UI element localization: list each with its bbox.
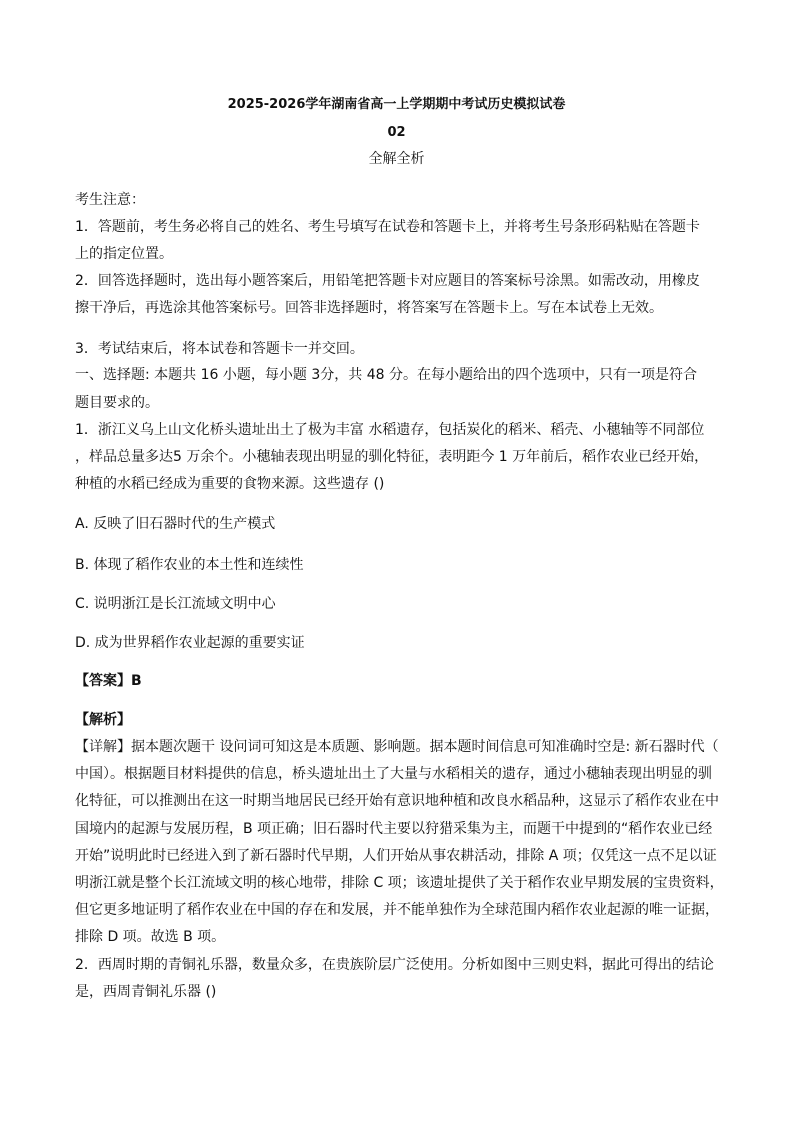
question-1-stem: 种植的水稻已经成为重要的食物来源。这些遗存 () <box>75 476 385 492</box>
detail-line: 国境内的起源与发展历程，B 项正确；旧石器时代主要以狩猎采集为主，而题干中提到的“稻作农业已经 <box>75 821 713 837</box>
notice-line: 3．考试结束后，将本试卷和答题卡一并交回。 <box>75 341 364 357</box>
detail-line: 排除 D 项。故选 B 项。 <box>75 929 226 945</box>
notice-line: 擦干净后，再选涂其他答案标号。回答非选择题时，将答案写在答题卡上。写在本试卷上无效。 <box>75 300 663 316</box>
answer-label: 【答案】B <box>75 673 142 689</box>
question-1-option-a: A. 反映了旧石器时代的生产模式 <box>75 516 276 532</box>
detail-line: 但它更多地证明了稻作农业在中国的存在和发展，并不能单独作为全球范围内稻作农业起源的唯一证据， <box>75 902 719 918</box>
document-subtitle: 02 <box>387 125 406 140</box>
notice-line: 1．答题前，考生务必将自己的姓名、考生号填写在试卷和答题卡上，并将考生号条形码粘贴在答题卡 <box>75 219 700 235</box>
notice-line: 上的指定位置。 <box>75 246 173 262</box>
question-1-option-b: B. 体现了稻作农业的本土性和连续性 <box>75 557 304 573</box>
detail-line: 开始”说明此时已经进入到了新石器时代早期，人们开始从事农耕活动，排除 A 项；仅凭这一点不足以证 <box>75 848 717 864</box>
question-1-stem: ，样品总量多达5 万余个。小穗轴表现出明显的驯化特征，表明距今 1 万年前后，稻作农业已经开始， <box>75 449 709 465</box>
notice-heading: 考生注意： <box>75 192 145 208</box>
detail-line: 明浙江就是整个长江流域文明的核心地带，排除 C 项；该遗址提供了关于稻作农业早期发展的宝贵资料， <box>75 875 724 891</box>
document-subtitle-2: 全解全析 <box>368 151 425 167</box>
question-1-option-d: D. 成为世界稻作农业起源的重要实证 <box>75 635 305 651</box>
question-2-stem: 是，西周青铜礼乐器 () <box>75 984 217 1000</box>
detail-line: 【详解】据本题次题干 设问词可知这是本质题、影响题。据本题时间信息可知准确时空是: 新石器时代（ <box>75 739 719 755</box>
detail-line: 中国）。根据题目材料提供的信息，桥头遗址出土了大量与水稻相关的遗存，通过小穗轴表现出明显的驯 <box>75 766 712 782</box>
question-1-option-c: C. 说明浙江是长江流域文明中心 <box>75 596 276 612</box>
notice-line: 2．回答选择题时，选出每小题答案后，用铅笔把答题卡对应题目的答案标号涂黑。如需改动，用橡皮 <box>75 273 700 289</box>
question-2-stem: 2．西周时期的青铜礼乐器，数量众多，在贵族阶层广泛使用。分析如图中三则史料，据此可得出的结论 <box>75 957 714 973</box>
section-heading: 一、选择题: 本题共 16 小题，每小题 3分，共 48 分。在每小题给出的四个选项中，只有一项是符合 <box>75 367 697 383</box>
analysis-label: 【解析】 <box>75 712 131 728</box>
section-heading-continued: 题目要求的。 <box>75 395 159 411</box>
document-title: 2025-2026学年湖南省高一上学期期中考试历史模拟试卷 <box>227 97 566 112</box>
question-1-stem: 1．浙江义乌上山文化桥头遗址出土了极为丰富 水稻遗存，包括炭化的稻米、稻壳、小穗轴等不同部位 <box>75 422 705 438</box>
detail-line: 化特征，可以推测出在这一时期当地居民已经开始有意识地种植和改良水稻品种，这显示了稻作农业在中 <box>75 793 719 809</box>
